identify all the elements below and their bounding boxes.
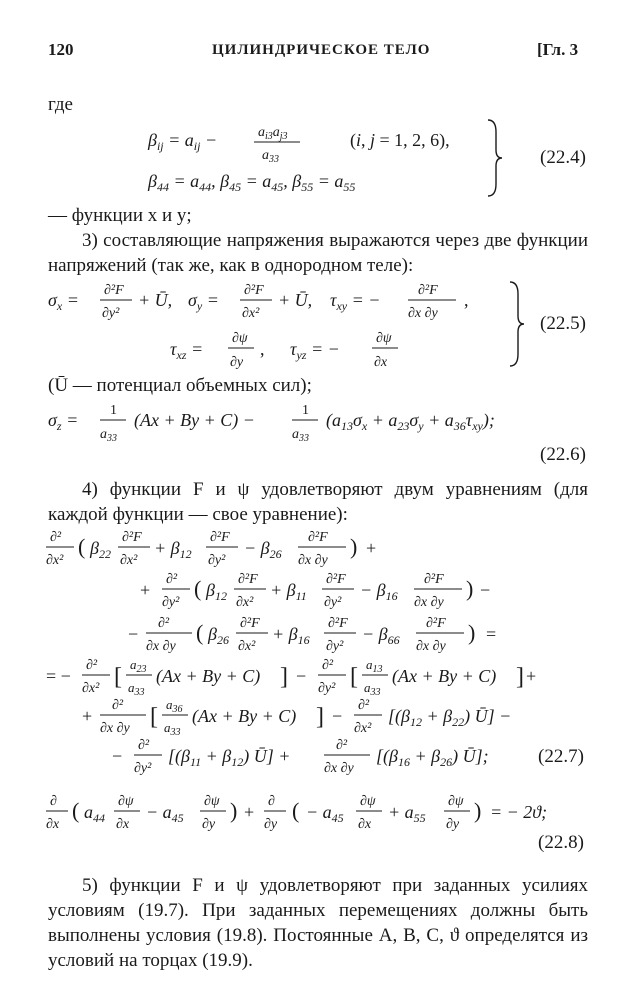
- running-title: ЦИЛИНДРИЧЕСКОЕ ТЕЛО: [212, 42, 431, 58]
- svg-text:β12: $\beta_{12}$: [206, 580, 227, 603]
- svg-text:∂²F: ∂²F: [328, 616, 348, 631]
- svg-text:+: +: [244, 802, 255, 822]
- svg-text:∂y: ∂y: [202, 817, 216, 832]
- svg-text:β26: $\beta_{26}$: [208, 624, 229, 647]
- svg-text:σx =: $\sigma_x$ =: [48, 290, 79, 313]
- svg-text:∂x²: ∂x²: [82, 681, 100, 696]
- equation-number-22-4: (22.4): [540, 147, 586, 168]
- chapter-marker: [Гл. 3: [537, 40, 579, 59]
- svg-text:∂ψ: ∂ψ: [204, 794, 220, 809]
- svg-text:∂²F: ∂²F: [104, 283, 124, 298]
- svg-text:]: ]: [516, 664, 524, 690]
- svg-text:∂²F: ∂²F: [424, 572, 444, 587]
- svg-text:[: [: [114, 664, 122, 690]
- svg-text:= −: = −: [46, 666, 71, 686]
- svg-text:∂²: ∂²: [336, 738, 348, 753]
- svg-text:a33: $a_{33}$: [364, 680, 381, 698]
- svg-text:∂x: ∂x: [116, 817, 130, 832]
- svg-text:−: −: [332, 706, 343, 726]
- equation-number-22-7: (22.7): [538, 746, 584, 767]
- svg-text:∂ψ: ∂ψ: [360, 794, 376, 809]
- svg-text:− a45: − $a_{45}$: [306, 802, 344, 825]
- equation-number-22-8: (22.8): [538, 832, 584, 853]
- svg-text:−: −: [296, 666, 307, 686]
- svg-text:(Ax + By + C): (Ax + By + C): [156, 666, 261, 686]
- svg-text:a36: $a_{36}$: [166, 697, 183, 715]
- svg-text:− β16: − $\beta_{16}$: [360, 580, 398, 603]
- equation-22-7: [40, 524, 630, 780]
- svg-text:− a45: − $a_{45}$: [146, 802, 184, 825]
- svg-text:+ β16: + $\beta_{16}$: [272, 624, 310, 647]
- svg-text:(a13σx + a23σy + a36τxy);: $(a_{13}\sigma_x + a_{23}\sigma_y + a_{36}\tau_{xy})$;: [326, 410, 495, 433]
- svg-text:∂x: ∂x: [358, 817, 372, 832]
- svg-text:β44 = a44, β45 = a45, β5: $\beta_{44} = a_{44}$, $\beta_{45} = a_{45}$, $\beta_{55} = a_{55}$: [148, 171, 356, 194]
- svg-text:∂y: ∂y: [264, 817, 278, 832]
- svg-text:+: +: [140, 580, 151, 600]
- svg-text:1: 1: [302, 403, 309, 418]
- svg-text:∂x²: ∂x²: [236, 595, 254, 610]
- svg-text:[(β12 + β22) Ū] −: [$(\beta_{12} + \beta_{22})$ Ū] −: [388, 706, 512, 729]
- svg-text:+ a55: + $a_{55}$: [388, 802, 426, 825]
- svg-text:(: (: [72, 798, 80, 823]
- svg-text:∂x²: ∂x²: [242, 306, 260, 321]
- svg-text:[(β11 + β12) Ū] +: [$(\beta_{11} + \beta_{12})$ Ū] +: [168, 746, 291, 769]
- svg-text:∂y²: ∂y²: [318, 681, 336, 696]
- svg-text:a13: $a_{13}$: [366, 657, 383, 675]
- svg-text:(: (: [194, 576, 202, 601]
- svg-text:+ β11: + $\beta_{11}$: [270, 580, 307, 603]
- svg-text:(i, j = 1, 2, 6),: (i, j = 1, 2, 6),: [350, 130, 450, 150]
- svg-text:∂y²: ∂y²: [324, 595, 342, 610]
- svg-text:−: −: [128, 624, 139, 644]
- item-3-paragraph: 3) составляющие напряжения выражаются через две функции напряжений (так же, как в однородном теле):: [48, 230, 588, 276]
- svg-text:[(β16 + β26) Ū];: [$(\beta_{16} + \beta_{26})$ Ū];: [376, 746, 489, 769]
- svg-text:a33: $a_{33}$: [262, 148, 279, 165]
- equation-number-22-5: (22.5): [540, 313, 586, 334]
- svg-text:∂y²: ∂y²: [326, 639, 344, 654]
- svg-text:∂y²: ∂y²: [208, 553, 226, 568]
- item-4-paragraph: 4) функции F и ψ удовлетворяют двум уравнениям (для каждой функции — свое уравнение):: [48, 479, 588, 525]
- svg-text:∂y²: ∂y²: [162, 595, 180, 610]
- svg-text:∂x ∂y: ∂x ∂y: [408, 306, 438, 321]
- svg-text:∂²: ∂²: [358, 698, 370, 713]
- svg-text:+: +: [82, 706, 93, 726]
- svg-text:∂y: ∂y: [230, 355, 244, 370]
- svg-text:∂x ∂y: ∂x ∂y: [146, 639, 176, 654]
- svg-text:∂x²: ∂x²: [120, 553, 138, 568]
- svg-text:): ): [466, 576, 474, 601]
- svg-text:): ): [468, 620, 476, 645]
- svg-text:a23: $a_{23}$: [130, 657, 147, 675]
- svg-text:∂y²: ∂y²: [102, 306, 120, 321]
- svg-text:∂ψ: ∂ψ: [448, 794, 464, 809]
- svg-text:∂x²: ∂x²: [354, 721, 372, 736]
- svg-text:∂²F: ∂²F: [240, 616, 260, 631]
- svg-text:σz =: $\sigma_z$ =: [48, 410, 79, 433]
- svg-text:1: 1: [110, 403, 117, 418]
- svg-text:a33: $a_{33}$: [292, 427, 309, 444]
- svg-text:+: +: [526, 666, 537, 686]
- svg-text:a44: $a_{44}$: [84, 802, 105, 825]
- svg-text:∂x²: ∂x²: [238, 639, 256, 654]
- equation-number-22-6: (22.6): [540, 444, 586, 465]
- equation-22-8-graphic: [40, 788, 600, 838]
- svg-text:= − 2ϑ;: = − 2ϑ;: [490, 802, 548, 822]
- svg-text:−: −: [480, 580, 491, 600]
- functions-xy-text: — функции x и y;: [48, 205, 192, 226]
- svg-text:∂x ∂y: ∂x ∂y: [414, 595, 444, 610]
- svg-text:∂y: ∂y: [446, 817, 460, 832]
- svg-text:∂x: ∂x: [374, 355, 388, 370]
- svg-text:−: −: [112, 746, 123, 766]
- svg-text:): ): [350, 534, 358, 559]
- svg-text:,: ,: [464, 290, 469, 310]
- svg-text:∂²F: ∂²F: [418, 283, 438, 298]
- svg-text:∂ψ: ∂ψ: [118, 794, 134, 809]
- svg-text:ai3aj3: $a_{i3}a_{j3}$: [258, 125, 288, 142]
- svg-text:∂²F: ∂²F: [326, 572, 346, 587]
- svg-text:∂²: ∂²: [322, 658, 334, 673]
- svg-text:τxy = −: $\tau_{xy}$ = −: [330, 290, 381, 313]
- svg-text:∂²: ∂²: [50, 530, 62, 545]
- equation-22-8: [40, 788, 600, 838]
- svg-text:(Ax + By + C): (Ax + By + C): [392, 666, 497, 686]
- svg-text:]: ]: [316, 704, 324, 730]
- svg-text:∂y²: ∂y²: [134, 761, 152, 776]
- svg-text:a33: $a_{33}$: [164, 720, 181, 738]
- svg-text:∂x ∂y: ∂x ∂y: [100, 721, 130, 736]
- svg-text:τxz =: $\tau_{xz}$ =: [170, 339, 204, 362]
- svg-text:β22: $\beta_{22}$: [90, 538, 111, 561]
- svg-text:∂²F: ∂²F: [244, 283, 264, 298]
- svg-text:∂x²: ∂x²: [46, 553, 64, 568]
- svg-text:∂²F: ∂²F: [210, 530, 230, 545]
- svg-text:): ): [230, 798, 238, 823]
- svg-text:∂²F: ∂²F: [426, 616, 446, 631]
- svg-text:+ Ū,: + Ū,: [278, 290, 313, 310]
- svg-text:− β66: − $\beta_{66}$: [362, 624, 400, 647]
- svg-text:∂²F: ∂²F: [238, 572, 258, 587]
- svg-text:a33: $a_{33}$: [128, 680, 145, 698]
- svg-text:∂: ∂: [268, 794, 275, 809]
- svg-text:+: +: [366, 538, 377, 558]
- svg-text:(: (: [196, 620, 204, 645]
- svg-text:∂²: ∂²: [166, 572, 178, 587]
- svg-text:[: [: [350, 664, 358, 690]
- page-number: 120: [48, 40, 74, 59]
- svg-text:∂x ∂y: ∂x ∂y: [324, 761, 354, 776]
- svg-text:βij = aij −: $\beta_{ij} = a_{ij}$ −: [148, 130, 218, 153]
- svg-text:− β26: − $\beta_{26}$: [244, 538, 282, 561]
- equation-22-6: [40, 398, 600, 444]
- svg-text:(: (: [78, 534, 86, 559]
- svg-text:): ): [474, 798, 482, 823]
- svg-text:a33: $a_{33}$: [100, 427, 117, 444]
- svg-text:(: (: [292, 798, 300, 823]
- svg-text:∂²: ∂²: [158, 616, 170, 631]
- svg-text:[: [: [150, 704, 158, 730]
- svg-text:,: ,: [260, 339, 265, 359]
- svg-text:∂x ∂y: ∂x ∂y: [298, 553, 328, 568]
- svg-text:+ β12: + $\beta_{12}$: [154, 538, 192, 561]
- svg-text:∂²F: ∂²F: [308, 530, 328, 545]
- svg-text:]: ]: [280, 664, 288, 690]
- svg-text:∂: ∂: [50, 794, 57, 809]
- svg-text:∂x ∂y: ∂x ∂y: [416, 639, 446, 654]
- where-word: где: [48, 94, 73, 115]
- svg-text:∂ψ: ∂ψ: [376, 331, 392, 346]
- item-5-paragraph: 5) функции F и ψ удовлетворяют при заданных усилиях условиям (19.7). При заданных перемещениях должны быть выполнены условия (19.8). Постоянные A, B, C, ϑ определятся из условий на торцах (19.9).: [48, 875, 588, 971]
- svg-text:τyz = −: $\tau_{yz}$ = −: [290, 339, 340, 362]
- svg-text:=: =: [486, 624, 497, 644]
- svg-text:∂²: ∂²: [86, 658, 98, 673]
- equation-22-6-graphic: [40, 398, 600, 444]
- equation-22-7-graphic: [40, 524, 630, 780]
- svg-text:∂ψ: ∂ψ: [232, 331, 248, 346]
- svg-text:∂²: ∂²: [112, 698, 124, 713]
- svg-text:∂x: ∂x: [46, 817, 60, 832]
- svg-text:∂²: ∂²: [138, 738, 150, 753]
- potential-note: (Ū — потенциал объемных сил);: [48, 375, 312, 396]
- svg-text:(Ax + By + C) −: (Ax + By + C) −: [134, 410, 255, 430]
- svg-text:σy =: $\sigma_y$ =: [188, 290, 219, 313]
- svg-text:(Ax + By + C): (Ax + By + C): [192, 706, 297, 726]
- svg-text:+ Ū,: + Ū,: [138, 290, 173, 310]
- svg-text:∂²F: ∂²F: [122, 530, 142, 545]
